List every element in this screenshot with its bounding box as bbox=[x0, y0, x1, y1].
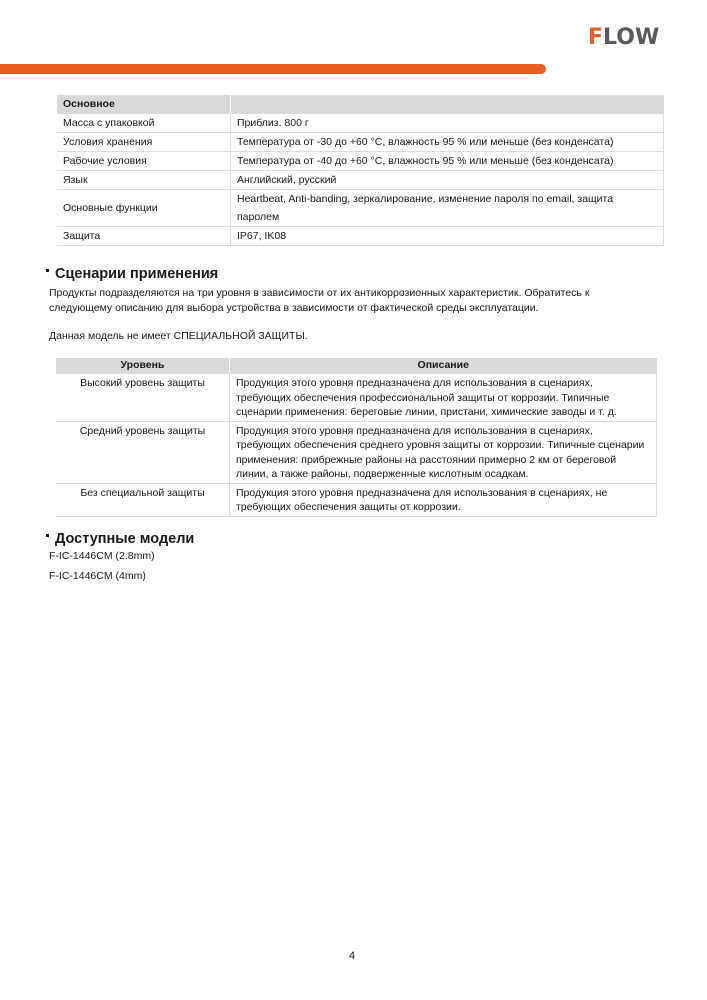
bullet-icon bbox=[46, 534, 49, 537]
page-number: 4 bbox=[349, 950, 356, 962]
model-item: F-IC-1446CM (2.8mm) bbox=[49, 550, 155, 562]
flow-logo bbox=[588, 27, 659, 49]
logo-letter-f: F bbox=[588, 25, 604, 50]
scenarios-title: Сценарии применения bbox=[55, 266, 219, 282]
description-cell: Продукция этого уровня предназначена для использования в сценариях, не требующих обеспечения защиты от коррозии. bbox=[230, 483, 657, 516]
specs-header-empty bbox=[231, 95, 664, 114]
spec-value: Приблиз. 800 г bbox=[231, 114, 664, 133]
spec-label: Язык bbox=[57, 171, 231, 190]
spec-value: Температура от -40 до +60 °C, влажность 95 % или меньше (без конденсата) bbox=[231, 152, 664, 171]
level-cell: Средний уровень защиты bbox=[56, 421, 230, 483]
spec-value: Английский, русский bbox=[231, 171, 664, 190]
header-level: Уровень bbox=[56, 358, 230, 374]
table-row bbox=[56, 421, 657, 483]
spec-label: Основные функции bbox=[57, 190, 231, 227]
table-row bbox=[57, 133, 664, 152]
logo-letters: LOW bbox=[603, 25, 660, 50]
bullet-icon bbox=[46, 269, 49, 272]
model-item: F-IC-1446CM (4mm) bbox=[49, 570, 146, 582]
scenarios-intro: Продукты подразделяются на три уровня в зависимости от их антикоррозионных характеристик. Обратитесь к следующему описанию для выбора устройства в зависимости от фактической среды эксплуатации. bbox=[49, 287, 590, 314]
spec-value: Температура от -30 до +60 °C, влажность 95 % или меньше (без конденсата) bbox=[231, 133, 664, 152]
table-row bbox=[57, 190, 664, 227]
level-cell: Без специальной защиты bbox=[56, 483, 230, 516]
header-accent-bar bbox=[0, 64, 546, 74]
spec-label: Масса с упаковкой bbox=[57, 114, 231, 133]
spec-label: Защита bbox=[57, 227, 231, 246]
spec-value: IP67, IK08 bbox=[231, 227, 664, 246]
header-description: Описание bbox=[230, 358, 657, 374]
specs-table bbox=[57, 95, 664, 246]
table-row bbox=[56, 374, 657, 422]
scenarios-heading bbox=[46, 266, 218, 282]
scenarios-note: Данная модель не имеет СПЕЦИАЛЬНОЙ ЗАЩИТЫ. bbox=[49, 330, 308, 342]
table-row bbox=[57, 152, 664, 171]
table-row bbox=[56, 483, 657, 516]
models-heading bbox=[46, 531, 194, 547]
description-cell: Продукция этого уровня предназначена для использования в сценариях, требующих обеспечения среднего уровня защиты от коррозии. Типичные сценарии применения: прибрежные районы на расстоянии примерно 2 км от береговой линии, а также районы, подверженные кислотным осадкам. bbox=[230, 421, 657, 483]
specs-header-cell: Основное bbox=[57, 95, 231, 114]
table-row bbox=[57, 227, 664, 246]
description-cell: Продукция этого уровня предназначена для использования в сценариях, требующих обеспечения профессиональной защиты от коррозии. Типичные сценарии применения: береговые линии, пристани, химические заводы и т. д. bbox=[230, 374, 657, 422]
specs-table-header bbox=[57, 95, 664, 114]
spec-label: Рабочие условия bbox=[57, 152, 231, 171]
table-row bbox=[57, 171, 664, 190]
protection-levels-table bbox=[56, 358, 657, 517]
table-row bbox=[57, 114, 664, 133]
protection-table-header bbox=[56, 358, 657, 374]
models-title: Доступные модели bbox=[55, 531, 195, 547]
level-cell: Высокий уровень защиты bbox=[56, 374, 230, 422]
spec-value: Heartbeat, Anti-banding, зеркалирование, изменение пароля по email, защита паролем bbox=[231, 190, 664, 227]
spec-label: Условия хранения bbox=[57, 133, 231, 152]
